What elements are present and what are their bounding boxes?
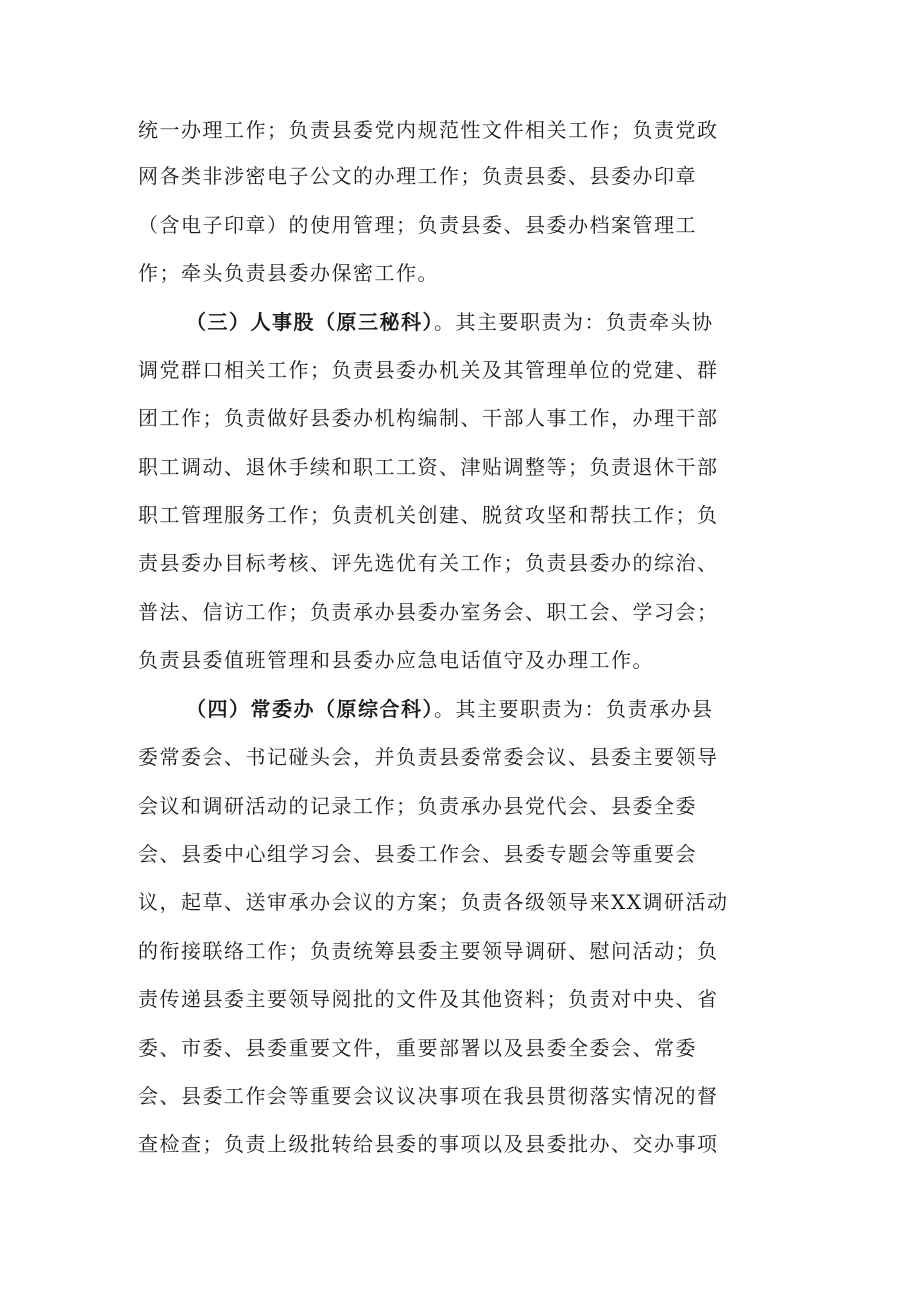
paragraph-line: 责传递县委主要领导阅批的文件及其他资料；负责对中央、省 xyxy=(138,987,719,1011)
section-4-heading: （四）常委办（原综合科） xyxy=(186,697,434,721)
paragraph-line: 查检查；负责上级批转给县委的事项以及县委批办、交办事项 xyxy=(138,1132,719,1156)
paragraph-line: 职工管理服务工作；负责机关创建、脱贫攻坚和帮扶工作；负 xyxy=(138,503,719,527)
paragraph-line: 网各类非涉密电子公文的办理工作；负责县委、县委办印章 xyxy=(138,164,697,188)
paragraph-line: 委常委会、书记碰头会，并负责县委常委会议、县委主要领导 xyxy=(138,745,719,769)
paragraph-line: 普法、信访工作；负责承办县委办室务会、职工会、学习会； xyxy=(138,600,719,624)
paragraph-line: 委、市委、县委重要文件，重要部署以及县委全委会、常委 xyxy=(138,1036,697,1060)
paragraph-line: 作；牵头负责县委办保密工作。 xyxy=(138,261,439,285)
section-3-first-line-text: 。其主要职责为：负责牵头协 xyxy=(434,310,714,334)
section-4-first-line xyxy=(186,694,714,724)
section-3-first-line xyxy=(186,307,714,337)
paragraph-line: 的衔接联络工作；负责统筹县委主要领导调研、慰问活动；负 xyxy=(138,939,719,963)
paragraph-line: （含电子印章）的使用管理；负责县委、县委办档案管理工 xyxy=(138,213,697,237)
paragraph-line: 会议和调研活动的记录工作；负责承办县党代会、县委全委 xyxy=(138,794,697,818)
paragraph-line: 负责县委值班管理和县委办应急电话值守及办理工作。 xyxy=(138,648,654,672)
paragraph-line: 调党群口相关工作；负责县委办机关及其管理单位的党建、群 xyxy=(138,358,719,382)
paragraph-line: 统一办理工作；负责县委党内规范性文件相关工作；负责党政 xyxy=(138,118,719,142)
paragraph-line: 责县委办目标考核、评先选优有关工作；负责县委办的综治、 xyxy=(138,551,719,575)
section-3-heading: （三）人事股（原三秘科） xyxy=(186,310,434,334)
paragraph-line: 议，起草、送审承办会议的方案；负责各级领导来XX调研活动 xyxy=(138,890,729,914)
paragraph-line: 会、县委工作会等重要会议议决事项在我县贯彻落实情况的督 xyxy=(138,1084,719,1108)
section-4-first-line-text: 。其主要职责为：负责承办县 xyxy=(434,697,714,721)
paragraph-line: 职工调动、退休手续和职工工资、津贴调整等；负责退休干部 xyxy=(138,455,719,479)
document-body xyxy=(138,0,778,1301)
paragraph-line: 团工作；负责做好县委办机构编制、干部人事工作，办理干部 xyxy=(138,406,719,430)
paragraph-line: 会、县委中心组学习会、县委工作会、县委专题会等重要会 xyxy=(138,842,697,866)
